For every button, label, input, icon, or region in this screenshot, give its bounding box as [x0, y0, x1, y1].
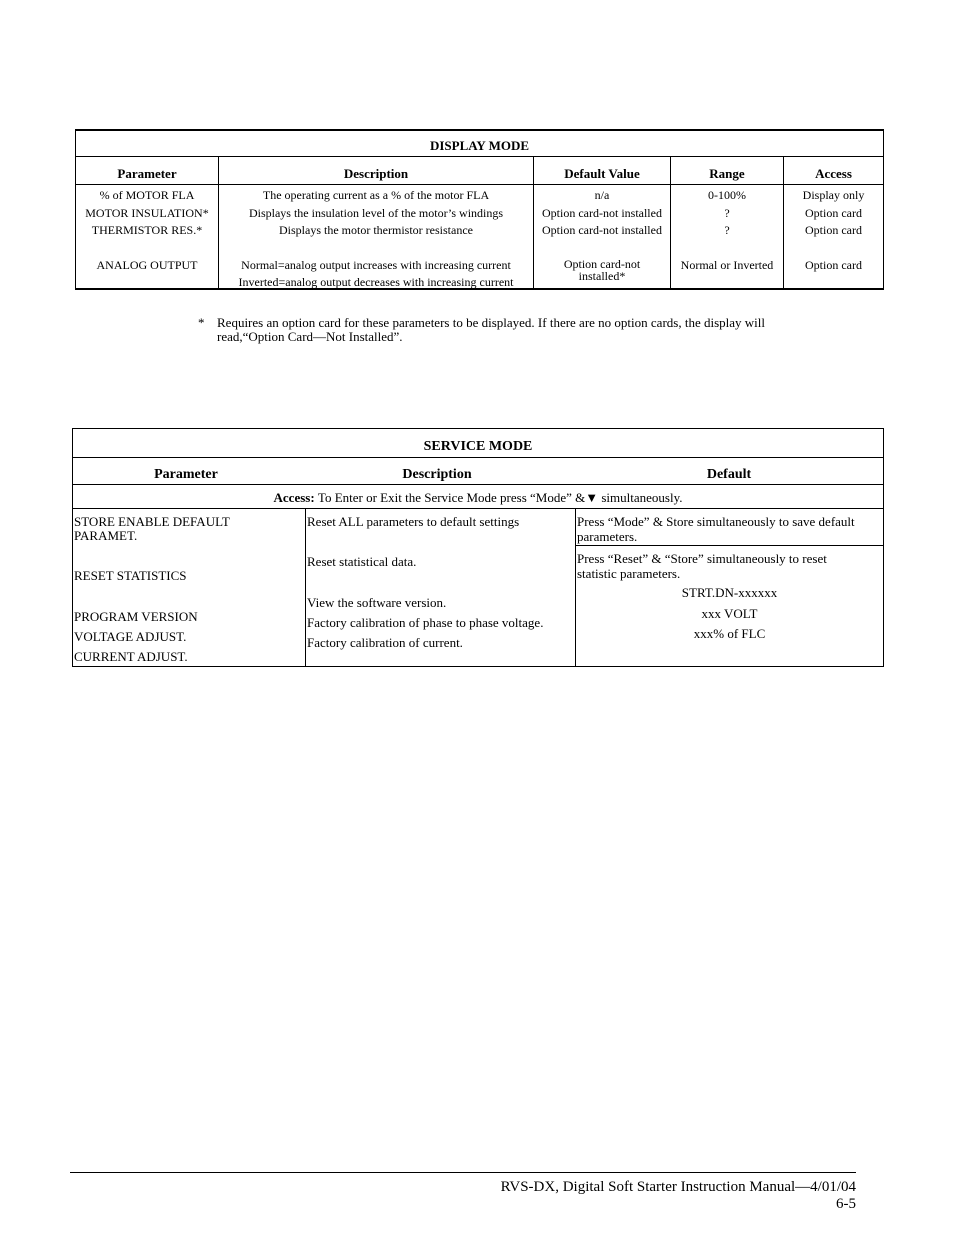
table-cell: STORE ENABLE DEFAULT: [74, 514, 230, 529]
service-parameter-column: [73, 509, 306, 666]
footer-title: RVS-DX, Digital Soft Starter Instruction Manual—4/01/04: [500, 1179, 856, 1195]
table-cell: n/a: [594, 188, 610, 202]
table-cell: 0-100%: [708, 188, 746, 202]
table-cell: parameters.: [577, 529, 638, 544]
table-cell: xxx% of FLC: [693, 626, 766, 641]
parameter-header: Parameter: [154, 467, 218, 482]
footnote-line: read,“Option Card—Not Installed”.: [217, 329, 403, 344]
table-cell: STRT.DN-xxxxxx: [681, 585, 778, 600]
table-cell: statistic parameters.: [577, 566, 681, 581]
description-column: [219, 157, 534, 288]
table-cell: Factory calibration of current.: [307, 635, 463, 650]
table-cell: CURRENT ADJUST.: [74, 649, 188, 664]
page-number: 6-5: [836, 1196, 856, 1212]
table-cell: The operating current as a % of the motor FLA: [262, 188, 490, 202]
table-cell: PARAMET.: [74, 528, 138, 543]
access-label: Access:: [273, 490, 315, 505]
footer-rule: [70, 1172, 856, 1173]
display-mode-table: [75, 129, 884, 290]
table-cell: Normal or Inverted: [680, 257, 774, 272]
footnote: [198, 316, 818, 344]
access-text: To Enter or Exit the Service Mode press “Mode” &▼ simultaneously.: [317, 490, 683, 505]
table-cell: Option card-not: [563, 256, 641, 271]
table-cell: Option card-not installed: [542, 223, 662, 237]
table-cell: View the software version.: [307, 595, 447, 610]
service-mode-title: SERVICE MODE: [73, 429, 883, 458]
table-cell: Displays the insulation level of the motor’s windings: [248, 205, 504, 220]
table-cell: PROGRAM VERSION: [74, 609, 198, 624]
display-mode-title: DISPLAY MODE: [76, 131, 883, 157]
access-note: [73, 485, 883, 509]
table-cell: Option card: [805, 205, 862, 220]
table-cell: MOTOR INSULATION*: [85, 205, 209, 220]
table-cell: Normal=analog output increases with increasing current: [241, 257, 511, 272]
table-cell: RESET STATISTICS: [74, 568, 187, 583]
parameter-header: Parameter: [76, 157, 218, 185]
table-cell: % of MOTOR FLA: [99, 188, 195, 202]
table-cell: installed*: [578, 268, 626, 283]
description-header: Description: [402, 467, 472, 482]
table-cell: ?: [724, 223, 730, 237]
service-default-column: [576, 509, 883, 666]
default-value-column: [534, 157, 671, 288]
table-cell: xxx VOLT: [701, 606, 758, 621]
row-divider: [576, 545, 883, 546]
table-cell: Option card: [805, 257, 862, 272]
table-cell: ANALOG OUTPUT: [96, 257, 198, 272]
table-cell: Displays the motor thermistor resistance: [279, 223, 473, 237]
description-header: Description: [219, 157, 533, 185]
service-description-column: [306, 509, 576, 666]
footnote-marker: *: [198, 315, 205, 330]
table-cell: Reset ALL parameters to default settings: [307, 514, 520, 529]
default-value-header: Default Value: [534, 157, 670, 185]
default-header: Default: [706, 467, 752, 482]
range-column: [671, 157, 784, 288]
range-header: Range: [671, 157, 783, 185]
table-cell: Option card-not installed: [542, 205, 662, 220]
table-cell: Inverted=analog output decreases with increasing current: [238, 275, 514, 289]
table-cell: Factory calibration of phase to phase voltage.: [307, 615, 544, 630]
access-column: [784, 157, 883, 288]
access-header: Access: [784, 157, 883, 185]
table-cell: THERMISTOR RES.*: [91, 223, 203, 237]
footnote-line: Requires an option card for these parameters to be displayed. If there are no option cards, the display will: [217, 315, 765, 330]
table-cell: Option card: [805, 223, 862, 237]
parameter-column: [76, 157, 219, 288]
table-cell: Press “Reset” & “Store” simultaneously to reset: [577, 551, 827, 566]
table-cell: Display only: [802, 188, 865, 202]
table-cell: Reset statistical data.: [307, 554, 417, 569]
table-cell: ?: [724, 205, 730, 220]
service-mode-table: [72, 428, 884, 667]
table-cell: Press “Mode” & Store simultaneously to save default: [577, 514, 855, 529]
table-cell: VOLTAGE ADJUST.: [74, 629, 187, 644]
